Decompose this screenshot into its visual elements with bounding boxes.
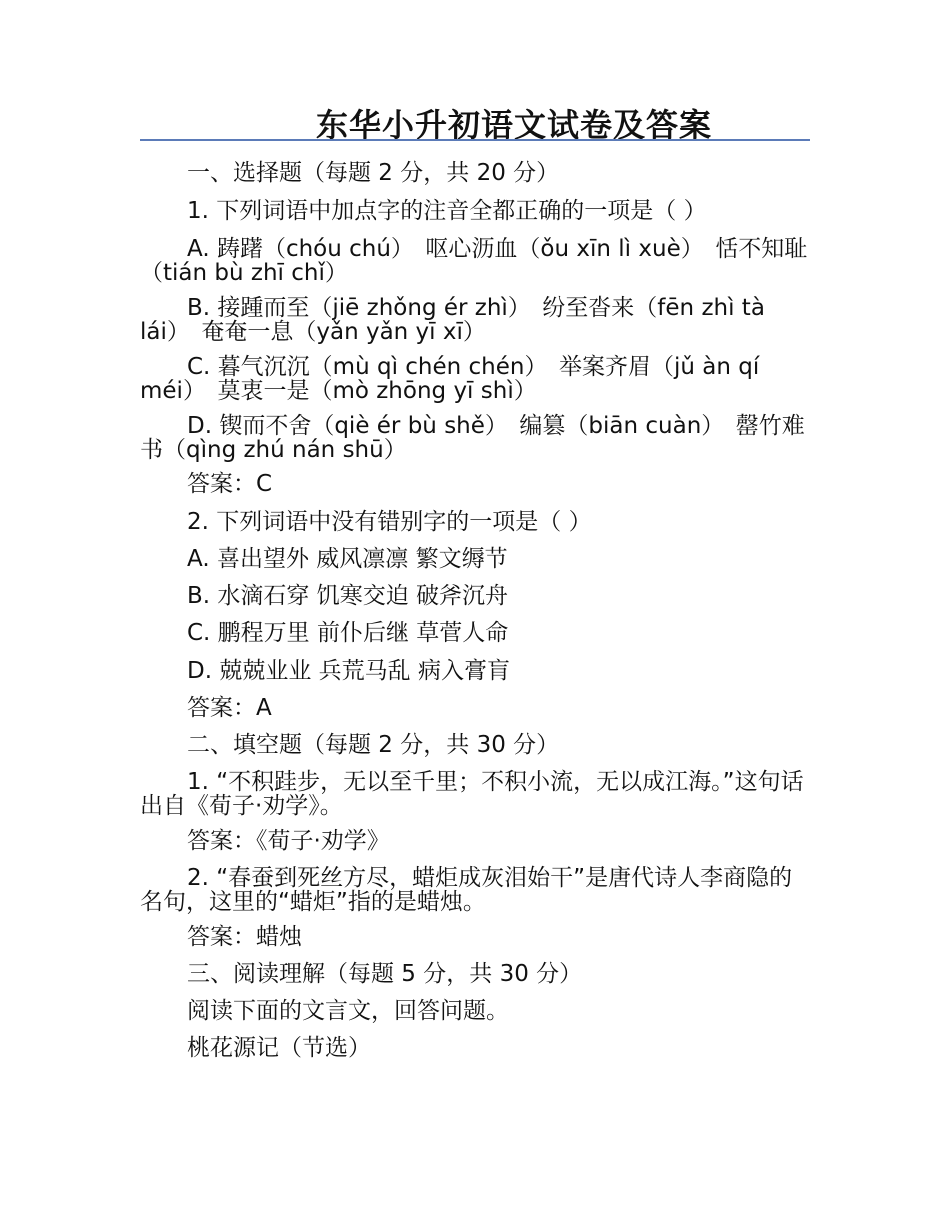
question-2-option-c: C. 鹏程万里 前仆后继 草菅人命 (187, 620, 509, 646)
document-title: 东华小升初语文试卷及答案 (315, 106, 712, 144)
question-1-stem: 1. 下列词语中加点字的注音全都正确的一项是（ ） (187, 198, 707, 224)
question-2-answer: 答案：A (187, 695, 272, 721)
question-1-option-c: C. 暮气沉沉（mù qì chén chén） 举案齐眉（jǔ àn qí méi） 莫衷一是（mò zhōng yī shì） (140, 354, 760, 404)
question-1-option-a: A. 踌躇（chóu chú） 呕心沥血（ǒu xīn lì xuè） 恬不知耻（tián bù zhī chǐ） (140, 236, 808, 286)
section-heading-fill: 二、填空题（每题 2 分，共 30 分） (187, 732, 560, 758)
title-underline (140, 139, 810, 141)
fill-question-2-answer: 答案：蜡烛 (187, 924, 302, 950)
reading-passage-title: 桃花源记（节选） (187, 1035, 371, 1061)
question-1-option-d: D. 锲而不舍（qiè ér bù shě） 编篡（biān cuàn） 罄竹难书（qìng zhú nán shū） (140, 413, 805, 463)
fill-question-2: 2. “春蚕到死丝方尽，蜡炬成灰泪始干”是唐代诗人李商隐的名句，这里的“蜡炬”指的是蜡烛。 (140, 865, 793, 915)
section-heading-reading: 三、阅读理解（每题 5 分，共 30 分） (187, 961, 583, 987)
fill-question-1-answer: 答案：《荀子·劝学》 (187, 828, 390, 854)
question-1-option-b: B. 接踵而至（jiē zhǒng ér zhì） 纷至沓来（fēn zhì tà lái） 奄奄一息（yǎn yǎn yī xī） (140, 295, 765, 345)
question-2-stem: 2. 下列词语中没有错别字的一项是（ ） (187, 509, 592, 535)
question-2-option-d: D. 兢兢业业 兵荒马乱 病入膏肓 (187, 658, 510, 684)
fill-question-1: 1. “不积跬步，无以至千里；不积小流，无以成江海。”这句话出自《荀子·劝学》。 (140, 769, 804, 819)
question-2-option-b: B. 水滴石穿 饥寒交迫 破斧沉舟 (187, 583, 509, 609)
section-heading-choice: 一、选择题（每题 2 分，共 20 分） (187, 160, 560, 186)
reading-instruction: 阅读下面的文言文，回答问题。 (187, 998, 509, 1024)
question-2-option-a: A. 喜出望外 威风凛凛 繁文缛节 (187, 546, 508, 572)
question-1-answer: 答案：C (187, 471, 273, 497)
